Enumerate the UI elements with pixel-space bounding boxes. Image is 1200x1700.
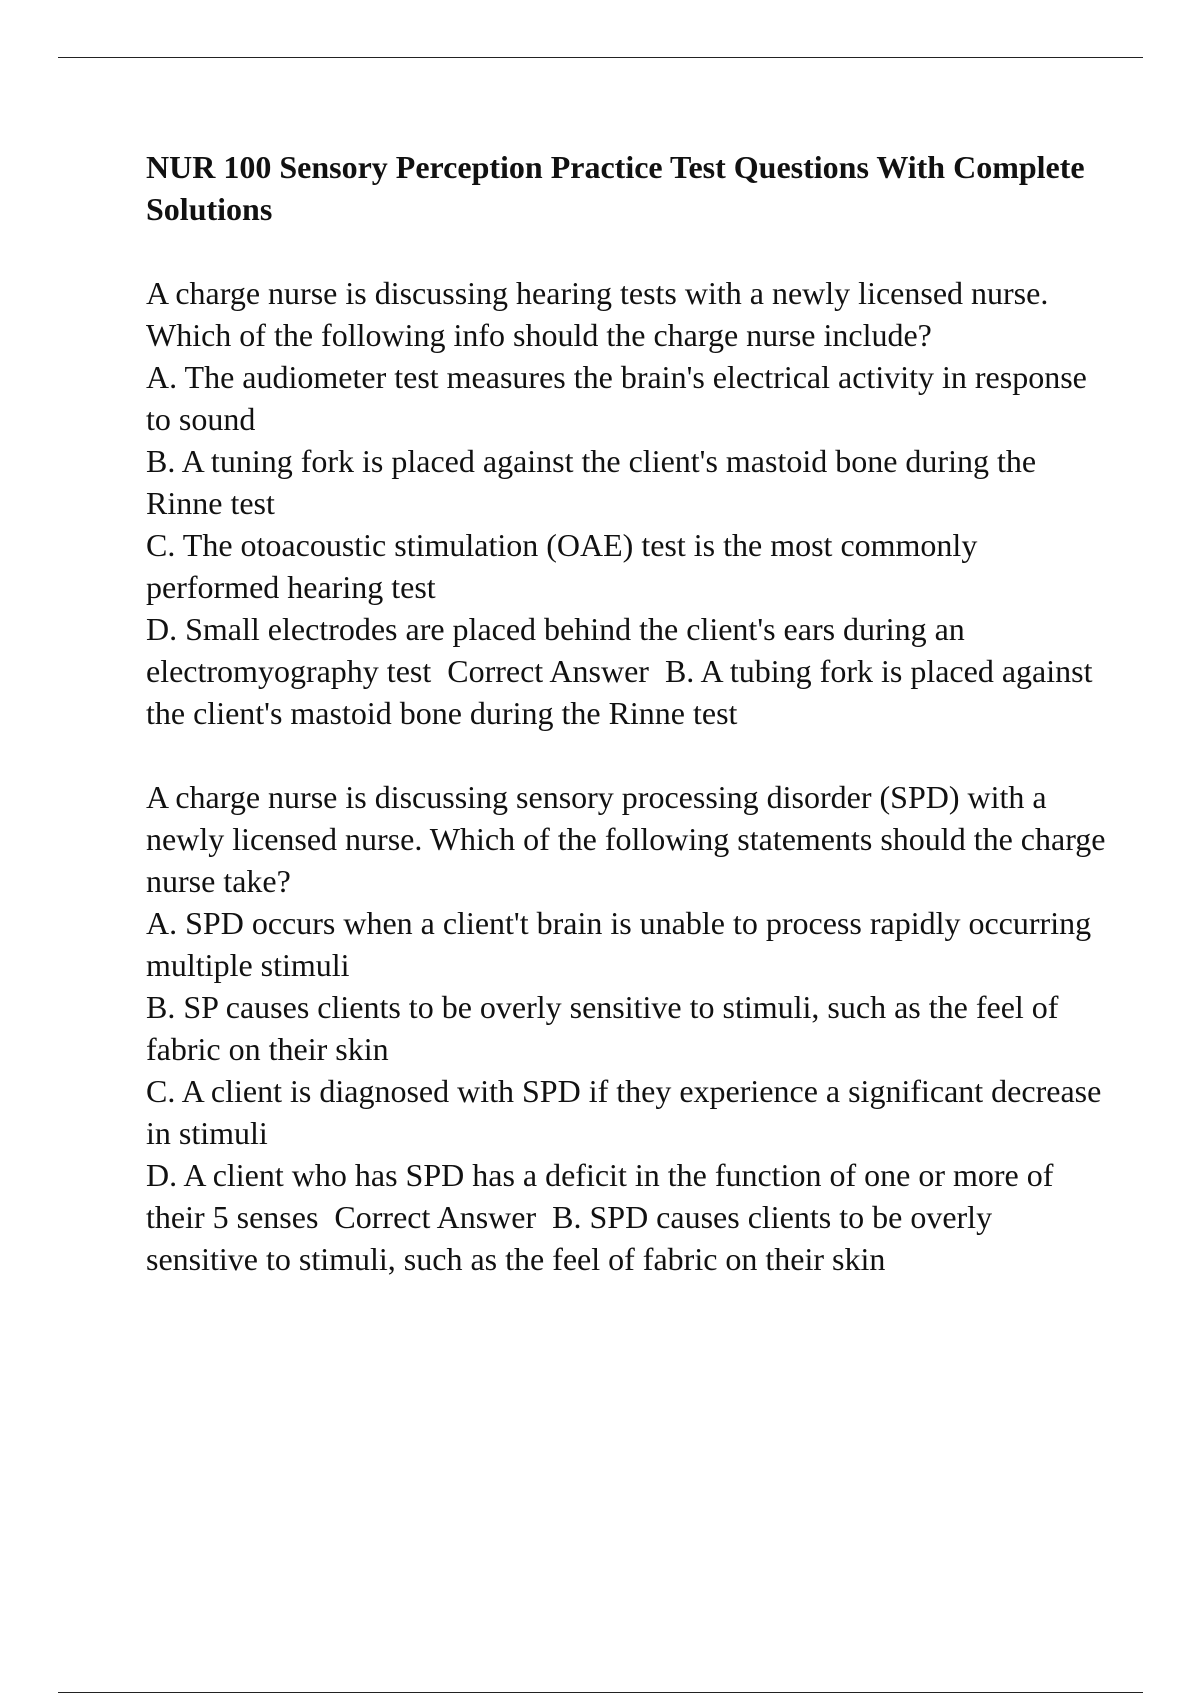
answer-option-a: A. SPD occurs when a client't brain is unable to process rapidly occurring multiple stimuli [146,905,1100,983]
answer-option-b: B. SP causes clients to be overly sensitive to stimuli, such as the feel of fabric on their skin [146,989,1067,1067]
bottom-rule [58,1692,1143,1693]
answer-option-d-with-correct-answer: D. Small electrodes are placed behind the client's ears during an electromyography test Correct Answer B. A tubing fork is placed against the client's mastoid bone during the Rinne test [146,611,1101,731]
answer-option-a: A. The audiometer test measures the brain's electrical activity in response to sound [146,359,1095,437]
question-2 [146,776,1114,1280]
answer-option-d-with-correct-answer: D. A client who has SPD has a deficit in the function of one or more of their 5 senses Correct Answer B. SPD causes clients to be overly sensitive to stimuli, such as the feel of fabric on their skin [146,1157,1062,1277]
document-title: NUR 100 Sensory Perception Practice Test Questions With Complete Solutions [146,149,1085,227]
answer-option-b: B. A tuning fork is placed against the client's mastoid bone during the Rinne test [146,443,1045,521]
question-stem: A charge nurse is discussing hearing tests with a newly licensed nurse. Which of the following info should the charge nurse include? [146,275,1056,353]
document-body [146,146,1114,1280]
top-rule [58,57,1143,58]
answer-option-c: C. A client is diagnosed with SPD if they experience a significant decrease in stimuli [146,1073,1110,1151]
answer-option-c: C. The otoacoustic stimulation (OAE) test is the most commonly performed hearing test [146,527,986,605]
question-stem: A charge nurse is discussing sensory processing disorder (SPD) with a newly licensed nurse. Which of the following statements should the charge nurse take? [146,779,1114,899]
question-1 [146,272,1106,734]
